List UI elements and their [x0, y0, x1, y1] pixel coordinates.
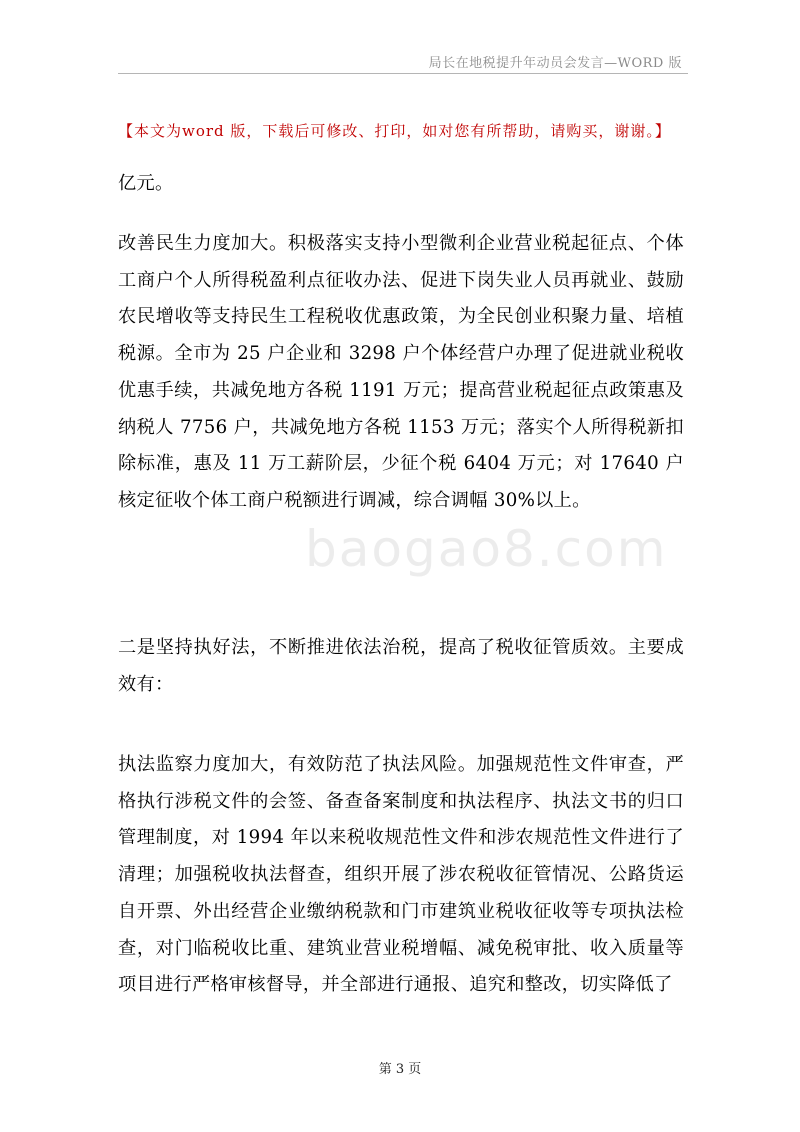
paragraph-2: 改善民生力度加大。积极落实支持小型微利企业营业税起征点、个体工商户个人所得税盈利点征收办法、促进下岗失业人员再就业、鼓励农民增收等支持民生工程税收优惠政策，为全民创业积聚力量、培植税源。全市为 25 户企业和 3298 户个体经营户办理了促进就业税收优惠手续，共减免地方各税 1191 万元；提高营业税起征点政策惠及纳税人 7756 户，共减免地方各税 1153 万元；落实个人所得税新扣除标准，惠及 11 万工薪阶层，少征个税 6404 万元；对 17640 户核定征收个体工商户税额进行调减，综合调幅 30%以上。	[118, 233, 684, 511]
page-number: 第 3 页	[378, 1062, 422, 1077]
header-divider	[118, 73, 688, 74]
paragraph-4: 执法监察力度加大，有效防范了执法风险。加强规范性文件审查，严格执行涉税文件的会签、备查备案制度和执法程序、执法文书的归口管理制度，对 1994 年以来税收规范性文件和涉农规范性文件进行了清理；加强税收执法督查，组织开展了涉农税收征管情况、公路货运自开票、外出经营企业缴纳税款和门市建筑业税收征收等专项执法检查，对门临税收比重、建筑业营业税增幅、减免税审批、收入质量等项目进行严格审核督导，并全部进行通报、追究和整改，切实降低了	[118, 754, 684, 996]
site-watermark: baogao8.com	[305, 520, 668, 578]
purchase-notice: 【本文为word 版，下载后可修改、打印，如对您有所帮助，请购买，谢谢。】	[118, 122, 671, 140]
paragraph-3: 二是坚持执好法，不断推进依法治税，提高了税收征管质效。主要成效有：	[118, 637, 684, 695]
paragraph-1: 亿元。	[118, 173, 174, 194]
running-header-title: 局长在地税提升年动员会发言—WORD 版	[428, 56, 682, 71]
